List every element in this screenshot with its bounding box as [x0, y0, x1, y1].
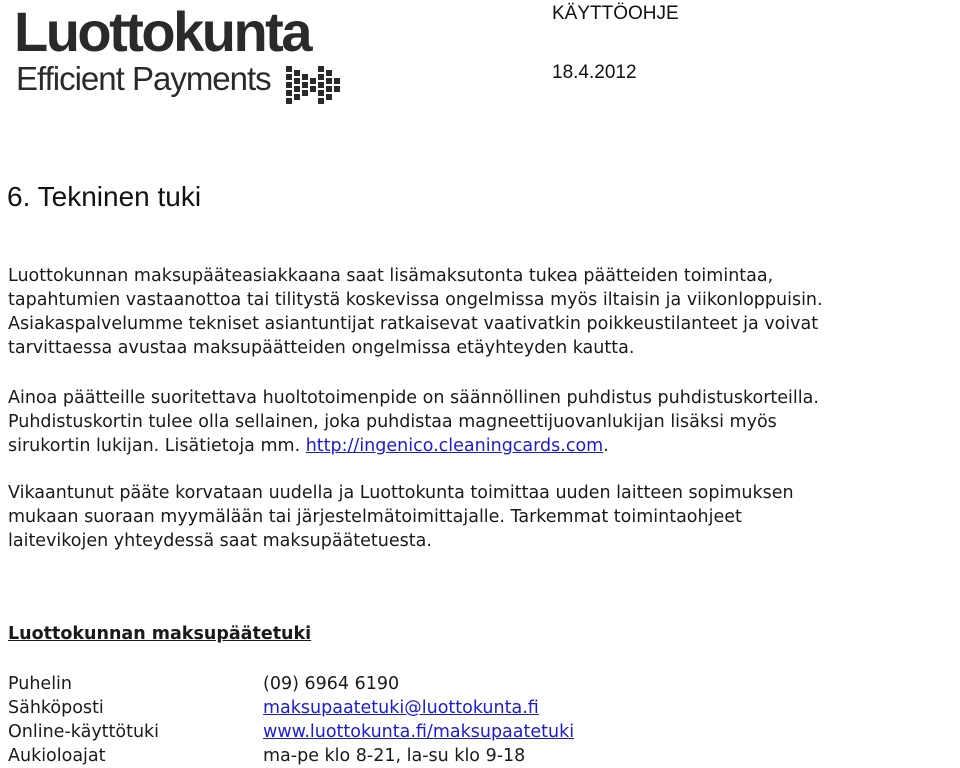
text-line: Luottokunnan maksupääteasiakkaana saat lisämaksutonta tukea päätteiden toimintaa, — [8, 266, 774, 286]
online-support-link[interactable]: www.luottokunta.fi/maksupaatetuki — [263, 722, 575, 742]
play-arrows-icon — [286, 66, 344, 104]
text-line: mukaan suoraan myymälään tai järjestelmätoimittajalle. Tarkemmat toimintaohjeet — [8, 507, 742, 527]
document-type: KÄYTTÖOHJE — [552, 3, 679, 24]
paragraph-cleaning — [8, 386, 956, 458]
text-line: tarvittaessa avustaa maksupäätteiden ongelmissa etäyhteyden kautta. — [8, 338, 635, 358]
text-line: Asiakaspalvelumme tekniset asiantuntijat ratkaisevat vaativatkin poikkeustilanteet ja voivat — [8, 314, 819, 334]
email-link[interactable]: maksupaatetuki@luottokunta.fi — [263, 698, 539, 718]
contact-row-phone — [8, 672, 574, 696]
contact-label: Sähköposti — [8, 698, 104, 718]
text-line: Ainoa päätteille suoritettava huoltotoimenpide on säännöllinen puhdistus puhdistuskorteilla. — [8, 388, 819, 408]
contact-label: Aukioloajat — [8, 746, 106, 766]
contact-row-email — [8, 696, 574, 720]
contact-label: Online-käyttötuki — [8, 722, 160, 742]
text-fragment: . — [603, 436, 609, 456]
paragraph-support-intro — [8, 264, 956, 360]
logo-wordmark: Luottokunta — [14, 0, 310, 63]
text-fragment: sirukortin lukijan. Lisätietoja mm. — [8, 436, 306, 456]
support-title: Luottokunnan maksupäätetuki — [8, 624, 312, 644]
contact-table — [8, 672, 574, 768]
cleaningcards-link[interactable]: http://ingenico.cleaningcards.com — [305, 436, 604, 456]
text-line: laitevikojen yhteydessä saat maksupäätetuesta. — [8, 531, 432, 551]
contact-label: Puhelin — [8, 674, 73, 694]
text-line — [8, 434, 956, 458]
text-line: Puhdistuskortin tulee olla sellainen, joka puhdistaa magneettijuovanlukijan lisäksi myös — [8, 412, 777, 432]
text-line: Vikaantunut pääte korvataan uudella ja Luottokunta toimittaa uuden laitteen sopimuksen — [8, 483, 794, 503]
text-line: tapahtumien vastaanottoa tai tilitystä koskevissa ongelmissa myös iltaisin ja viikonloppuisin. — [8, 290, 823, 310]
paragraph-replacement — [8, 481, 956, 553]
opening-hours-value: ma-pe klo 8-21, la-su klo 9-18 — [263, 746, 526, 766]
section-title: 6. Tekninen tuki — [7, 181, 202, 212]
contact-row-online — [8, 720, 574, 744]
document-date: 18.4.2012 — [552, 62, 637, 83]
luottokunta-logo — [14, 0, 344, 104]
logo-tagline: Efficient Payments — [16, 60, 271, 97]
contact-row-hours — [8, 744, 574, 768]
phone-value: (09) 6964 6190 — [263, 674, 400, 694]
